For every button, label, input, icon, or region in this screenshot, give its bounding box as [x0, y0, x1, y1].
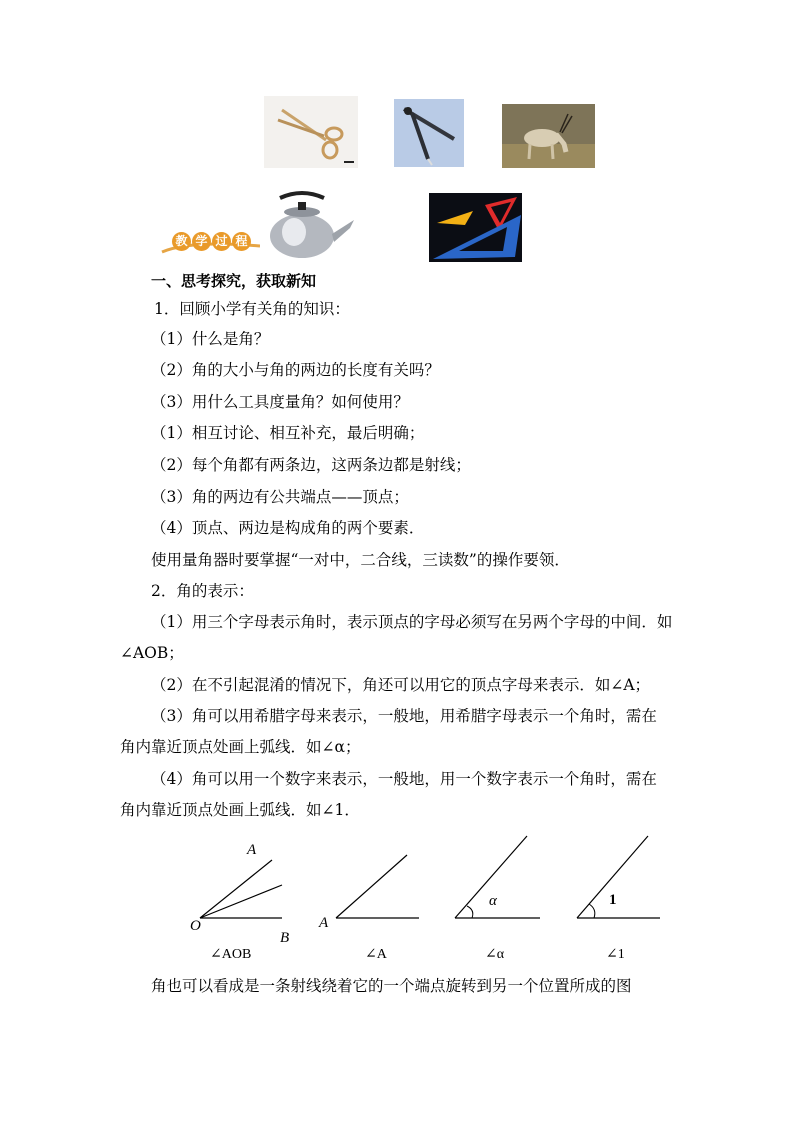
badge-char: 学	[192, 232, 211, 251]
scissors-image	[264, 96, 358, 168]
antelope-icon	[502, 104, 595, 168]
rule-3-line-1: （3）角可以用希腊字母来表示，一般地，用希腊字母表示一个角时，需在	[151, 707, 657, 725]
label-a-2: A	[319, 915, 329, 931]
teaching-process-badge	[160, 226, 260, 260]
scissors-icon	[264, 96, 358, 168]
label-a-1: A	[247, 842, 257, 858]
arc-one	[589, 904, 595, 918]
rule-3-line-2: 角内靠近顶点处画上弧线．如∠α；	[120, 738, 361, 756]
answer-4: （4）顶点、两边是构成角的两个要素．	[151, 519, 425, 537]
answer-2: （2）每个角都有两条边，这两条边都是射线；	[151, 456, 471, 474]
protractor-tip: 使用量角器时要掌握“一对中，二合线，三读数”的操作要领．	[151, 551, 570, 569]
antelope-image	[502, 104, 595, 168]
ray-a-upper	[336, 855, 407, 918]
label-one: 1	[609, 892, 617, 908]
badge-char: 教	[172, 232, 191, 251]
kettle-icon	[262, 188, 356, 262]
compass-icon	[394, 99, 464, 167]
rule-4-line-2: 角内靠近顶点处画上弧线．如∠1．	[120, 801, 360, 819]
badge-char: 过	[212, 232, 231, 251]
set-squares-image	[429, 193, 522, 262]
caption-one: ∠1	[606, 947, 625, 962]
ray-oa	[200, 860, 272, 918]
answer-3: （3）角的两边有公共端点——顶点；	[151, 488, 409, 506]
label-o: O	[190, 918, 201, 934]
compass-image	[394, 99, 464, 167]
question-2: （2）角的大小与角的两边的长度有关吗？	[151, 361, 440, 379]
rule-4-line-1: （4）角可以用一个数字来表示，一般地，用一个数字表示一个角时，需在	[151, 770, 657, 788]
question-3: （3）用什么工具度量角？如何使用？	[151, 393, 409, 411]
ray-oc	[200, 885, 282, 918]
question-1: （1）什么是角？	[151, 330, 270, 348]
arc-alpha	[467, 906, 473, 918]
label-alpha: α	[489, 893, 497, 909]
item-2: 2．角的表示：	[151, 582, 254, 600]
rule-2: （2）在不引起混淆的情况下，角还可以用它的顶点字母来表示．如∠A；	[151, 676, 651, 694]
rule-1-line-1: （1）用三个字母表示角时，表示顶点的字母必须写在另两个字母的中间．如	[151, 613, 673, 631]
caption-a: ∠A	[365, 947, 387, 962]
section-heading: 一、思考探究，获取新知	[151, 272, 317, 290]
label-b: B	[280, 930, 290, 946]
answer-1: （1）相互讨论、相互补充，最后明确；	[151, 424, 425, 442]
caption-alpha: ∠α	[485, 947, 505, 962]
badge-char: 程	[232, 232, 251, 251]
caption-aob: ∠AOB	[210, 947, 252, 962]
rule-1-line-2: ∠AOB；	[120, 644, 184, 662]
angle-diagrams	[0, 830, 794, 960]
set-square-icon	[429, 193, 522, 262]
last-line: 角也可以看成是一条射线绕着它的一个端点旋转到另一个位置所成的图	[151, 977, 632, 995]
kettle-image	[262, 188, 356, 262]
item-1: 1．回顾小学有关角的知识：	[154, 300, 350, 318]
